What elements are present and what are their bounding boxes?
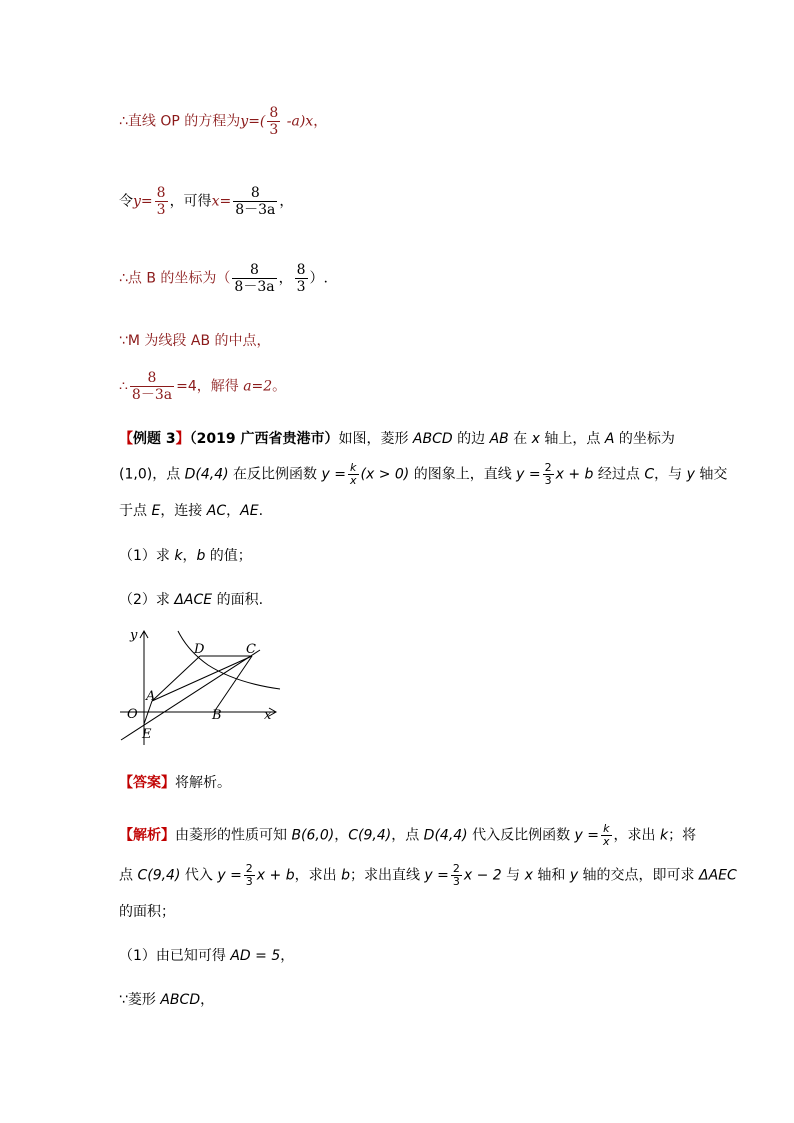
- denominator: 3: [269, 122, 279, 138]
- math: D(4,4): [423, 827, 468, 844]
- punct: ，: [279, 193, 294, 210]
- math: y: [569, 867, 579, 884]
- text: （1）由已知可得: [119, 948, 231, 964]
- analysis-line-1: [119, 823, 696, 848]
- denominator: x: [603, 835, 610, 848]
- fraction: [232, 262, 276, 295]
- denominator: 3: [156, 202, 166, 218]
- text: 轴和: [532, 867, 570, 884]
- math: -a)x: [282, 113, 314, 130]
- fraction: [244, 863, 255, 888]
- point-c-label: C: [246, 642, 256, 657]
- numerator: 2: [452, 862, 460, 875]
- numerator: 8: [250, 262, 259, 278]
- math: x: [524, 867, 533, 884]
- text: ，求出: [294, 867, 342, 884]
- point-d-label: D: [194, 642, 205, 657]
- numerator: 2: [245, 862, 253, 875]
- question-1: [119, 546, 252, 566]
- text: 代入反比例函数: [467, 827, 575, 844]
- text: (1,0)，点: [119, 466, 185, 483]
- numerator: k: [350, 461, 357, 474]
- numerator: 2: [544, 461, 552, 474]
- punct: 。: [272, 378, 287, 395]
- text: .: [258, 503, 264, 519]
- text: 轴交: [694, 466, 728, 483]
- math: AB: [489, 431, 509, 447]
- text: 的值；: [205, 548, 252, 564]
- math: x + b: [555, 466, 594, 483]
- text: 于点: [119, 503, 152, 519]
- point-b-coordinates-line: [119, 262, 328, 295]
- punct: ，: [278, 270, 293, 287]
- equation-line-let-y: [119, 185, 293, 218]
- text: ∵M 为线段 AB 的中点，: [119, 333, 271, 349]
- equation-line-op: [119, 105, 327, 138]
- text: 在: [508, 431, 532, 447]
- point-a-label: A: [146, 689, 156, 704]
- denominator: 8－3a: [131, 387, 173, 403]
- text: （2）求: [119, 592, 175, 608]
- example-label: 例题 3: [133, 431, 176, 447]
- solve-a-line: [119, 370, 286, 403]
- text: =4，解得: [176, 378, 244, 395]
- text: 代入: [180, 867, 218, 884]
- math: x: [531, 431, 540, 447]
- math: y =: [217, 867, 242, 884]
- text: ，求出: [613, 827, 660, 844]
- answer-text: 将解析。: [175, 775, 231, 791]
- fraction: [130, 370, 174, 403]
- text: ，: [334, 827, 349, 844]
- example-3-line-1: [119, 429, 675, 449]
- text: 的边: [452, 431, 490, 447]
- math: E: [151, 503, 161, 519]
- math: A: [604, 431, 615, 447]
- denominator: 8－3a: [234, 279, 275, 295]
- fraction: [543, 462, 554, 487]
- text: 点: [119, 867, 138, 884]
- math: x + b: [256, 867, 295, 884]
- math: C(9,4): [348, 827, 392, 844]
- text: 由菱形的性质可知: [175, 827, 292, 844]
- text: 的面积.: [212, 592, 264, 608]
- fraction: [451, 863, 462, 888]
- text: 在反比例函数: [228, 466, 322, 483]
- math: y=(: [240, 113, 266, 130]
- math: b: [341, 867, 350, 884]
- fraction: [601, 823, 612, 848]
- denominator: 3: [544, 474, 552, 487]
- fraction: [348, 462, 359, 487]
- text: ，: [182, 548, 197, 564]
- midpoint-line: [119, 331, 271, 351]
- fraction: [267, 105, 280, 138]
- text: ，: [226, 503, 241, 519]
- solution-step-2: [119, 990, 214, 1010]
- math: y =: [321, 466, 346, 483]
- denominator: x: [349, 474, 357, 487]
- text: ，连接: [160, 503, 207, 519]
- text: 经过点: [593, 466, 645, 483]
- answer-line: [119, 773, 231, 793]
- text: ∵菱形: [119, 992, 161, 1008]
- fraction: [233, 185, 277, 218]
- answer-label: 【答案】: [119, 775, 175, 791]
- example-source: （2019 广西省贵港市）: [189, 431, 339, 447]
- math: x=: [211, 193, 232, 210]
- math: (x > 0): [360, 466, 410, 483]
- text: 的面积；: [119, 904, 175, 920]
- x-label: x: [264, 708, 272, 723]
- text: ；求出直线: [349, 867, 425, 884]
- denominator: 8－3a: [235, 202, 276, 218]
- math: y=: [133, 193, 153, 210]
- point-e-label: E: [142, 727, 152, 742]
- math: ABCD: [160, 992, 201, 1008]
- point-b-label: B: [212, 708, 222, 723]
- math: AC: [206, 503, 227, 519]
- bracket: 】: [175, 431, 190, 447]
- numerator: 8: [269, 105, 279, 121]
- text: 的坐标为: [614, 431, 675, 447]
- math: AE: [240, 503, 259, 519]
- math: y =: [516, 466, 541, 483]
- punct: ，: [313, 113, 328, 130]
- analysis-line-2: [119, 863, 737, 888]
- fraction: [155, 185, 168, 218]
- text: 轴上，点: [539, 431, 605, 447]
- fraction: [295, 262, 308, 295]
- denominator: 3: [452, 875, 460, 888]
- question-2: [119, 590, 263, 610]
- segment-ad: [152, 656, 200, 701]
- math: y =: [574, 827, 600, 844]
- numerator: 8: [156, 185, 166, 201]
- origin-label: O: [127, 707, 138, 722]
- math: x − 2: [463, 867, 502, 884]
- hyperbola-curve: [178, 631, 280, 689]
- text: ，与: [654, 466, 687, 483]
- math: B(6,0): [291, 827, 335, 844]
- math: k: [659, 827, 669, 844]
- math: C: [644, 466, 655, 483]
- text: 令: [119, 193, 133, 210]
- numerator: k: [603, 822, 610, 835]
- math: y =: [424, 867, 449, 884]
- text: ，: [280, 948, 295, 964]
- math: ΔACE: [174, 592, 213, 608]
- math: k: [174, 548, 183, 564]
- math: ΔAEC: [699, 867, 737, 884]
- text: 与: [501, 867, 525, 884]
- numerator: 8: [296, 262, 306, 278]
- text: 轴的交点，即可求: [578, 867, 700, 884]
- therefore: ∴: [119, 378, 128, 395]
- denominator: 3: [296, 279, 306, 295]
- text: 的图象上，直线: [409, 466, 517, 483]
- math: C(9,4): [137, 867, 181, 884]
- text: 如图，菱形: [338, 431, 413, 447]
- text: ，点: [391, 827, 424, 844]
- rhombus-figure: [118, 625, 288, 747]
- numerator: 8: [250, 185, 260, 201]
- text: ∴直线 OP 的方程为: [119, 113, 241, 130]
- text: ；将: [668, 827, 697, 844]
- math: ABCD: [412, 431, 453, 447]
- solution-step-1: [119, 946, 294, 966]
- analysis-label: 【解析】: [119, 827, 175, 844]
- math: D(4,4): [184, 466, 229, 483]
- numerator: 8: [147, 370, 157, 386]
- math: a=2: [243, 378, 273, 395]
- math: AD = 5: [230, 948, 281, 964]
- punct: ）.: [309, 270, 328, 287]
- example-3-line-3: [119, 501, 263, 521]
- text: （1）求: [119, 548, 175, 564]
- denominator: 3: [245, 875, 253, 888]
- text: ，: [200, 992, 215, 1008]
- math: y: [686, 466, 695, 483]
- math: b: [196, 548, 206, 564]
- text: ，可得: [169, 193, 212, 210]
- analysis-line-3: [119, 902, 175, 922]
- text: ∴点 B 的坐标为（: [119, 270, 231, 287]
- example-3-line-2: [119, 462, 727, 487]
- y-label: y: [130, 628, 138, 643]
- bracket: 【: [119, 431, 133, 447]
